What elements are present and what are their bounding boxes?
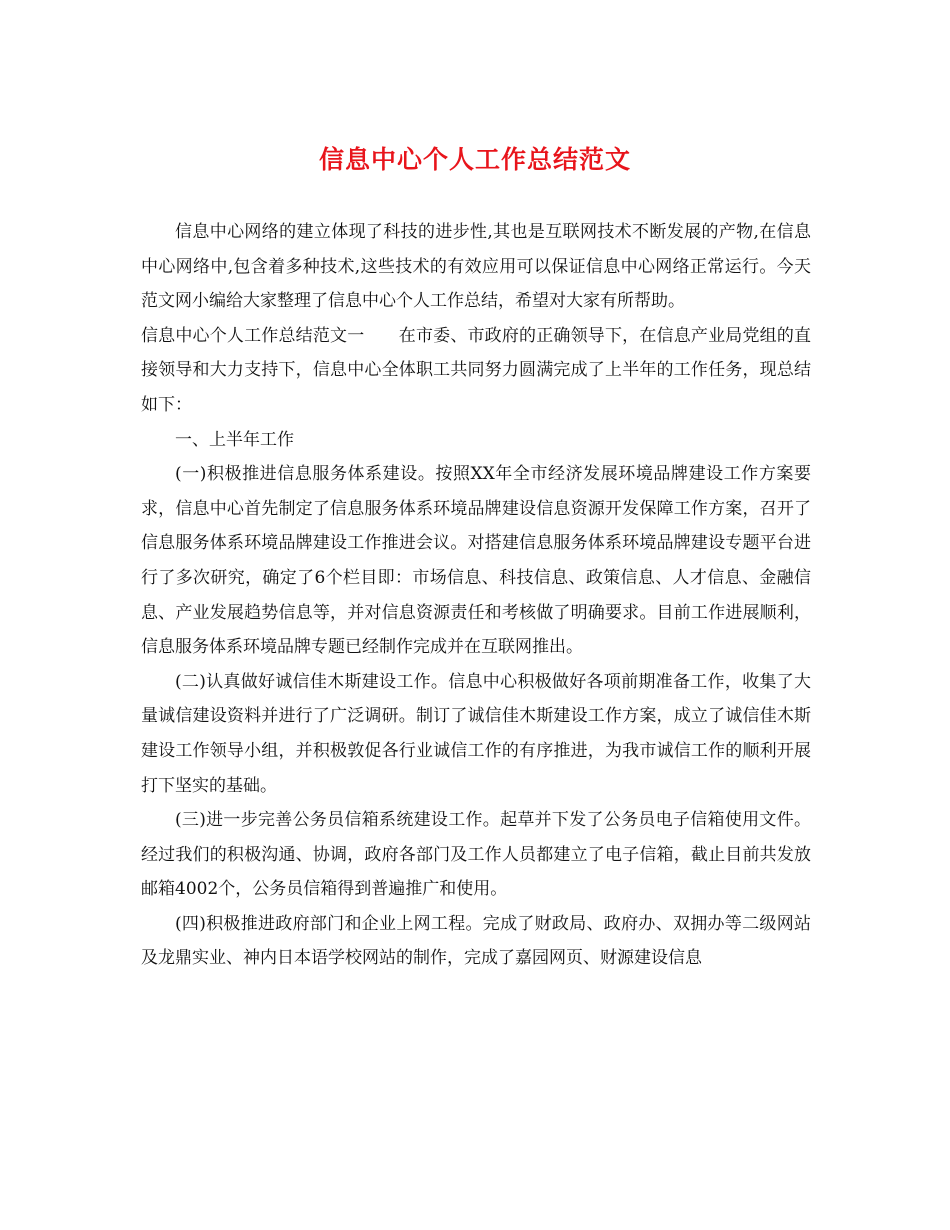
paragraph-item-2: (二)认真做好诚信佳木斯建设工作。信息中心积极做好各项前期准备工作，收集了大量诚信建设资料并进行了广泛调研。制订了诚信佳木斯建设工作方案，成立了诚信佳木斯建设工作领导小组，并积极敦促各行业诚信工作的有序推进，为我市诚信工作的顺利开展打下坚实的基础。 <box>141 671 811 796</box>
paragraph-item-3: (三)进一步完善公务员信箱系统建设工作。起草并下发了公务员电子信箱使用文件。经过我们的积极沟通、协调，政府各部门及工作人员都建立了电子信箱，截止目前共发放邮箱4002个，公务员信箱得到普遍推广和使用。 <box>141 810 811 900</box>
document-body <box>141 215 811 976</box>
paragraph-item-4: (四)积极推进政府部门和企业上网工程。完成了财政局、政府办、双拥办等二级网站及龙鼎实业、神内日本语学校网站的制作，完成了嘉园网页、财源建设信息 <box>141 913 811 969</box>
document-title: 信息中心个人工作总结范文 <box>318 145 631 174</box>
paragraph-item-1: (一)积极推进信息服务体系建设。按照XX年全市经济发展环境品牌建设工作方案要求，信息中心首先制定了信息服务体系环境品牌建设信息资源开发保障工作方案，召开了信息服务体系环境品牌建设工作推进会议。对搭建信息服务体系环境品牌建设专题平台进行了多次研究，确定了6个栏目即：市场信息、科技信息、政策信息、人才信息、金融信息、产业发展趋势信息等，并对信息资源责任和考核做了明确要求。目前工作进展顺利，信息服务体系环境品牌专题已经制作完成并在互联网推出。 <box>141 464 811 658</box>
paragraph-first-half-heading: 一、上半年工作 <box>175 429 294 450</box>
paragraph-section-heading: 信息中心个人工作总结范文一 在市委、市政府的正确领导下，在信息产业局党组的直接领导和大力支持下，信息中心全体职工共同努力圆满完成了上半年的工作任务，现总结如下： <box>141 325 811 415</box>
paragraph-intro: 信息中心网络的建立体现了科技的进步性,其也是互联网技术不断发展的产物,在信息中心网络中,包含着多种技术,这些技术的有效应用可以保证信息中心网络正常运行。今天范文网小编给大家整理了信息中心个人工作总结，希望对大家有所帮助。 <box>141 222 811 312</box>
